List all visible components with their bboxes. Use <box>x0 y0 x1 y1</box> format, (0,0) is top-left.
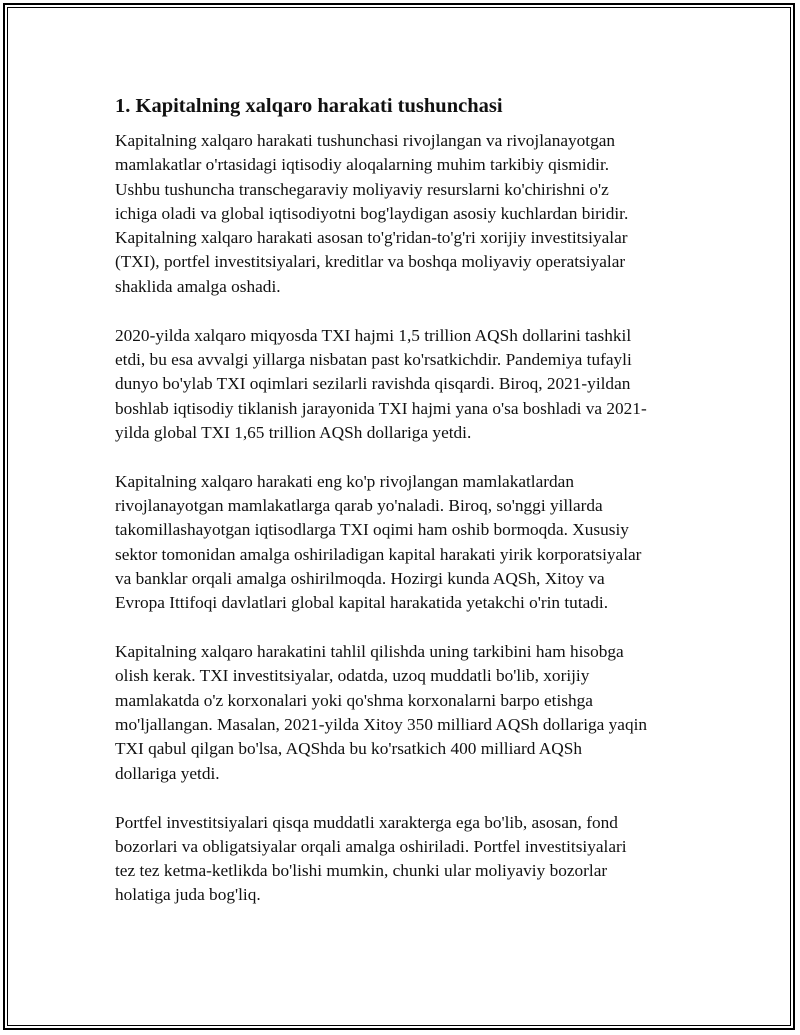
text-line: boshlab iqtisodiy tiklanish jarayonida TXI hajmi yana o'sa boshladi va 2021- <box>115 398 647 418</box>
text-line: Portfel investitsiyalari qisqa muddatli xarakterga ega bo'lib, asosan, fond <box>115 812 618 832</box>
text-line: Evropa Ittifoqi davlatlari global kapital harakatida yetakchi o'rin tutadi. <box>115 593 609 613</box>
text-line: va banklar orqali amalga oshirilmoqda. Hozirgi kunda AQSh, Xitoy va <box>115 568 605 588</box>
paragraph-4 <box>115 640 695 786</box>
text-line: bozorlari va obligatsiyalar orqali amalga oshiriladi. Portfel investitsiyalari <box>115 836 627 856</box>
text-line: yilda global TXI 1,65 trillion AQSh dollariga yetdi. <box>115 422 472 442</box>
document-body <box>115 93 695 932</box>
paragraph-2 <box>115 324 695 445</box>
text-line: sektor tomonidan amalga oshiriladigan kapital harakati yirik korporatsiyalar <box>115 544 642 564</box>
text-line: TXI qabul qilgan bo'lsa, AQShda bu ko'rsatkich 400 milliard AQSh <box>115 739 583 759</box>
section-heading: 1. Kapitalning xalqaro harakati tushunchasi <box>115 95 503 117</box>
text-line: holatiga juda bog'liq. <box>115 885 261 905</box>
text-line: Kapitalning xalqaro harakatini tahlil qilishda uning tarkibini ham hisobga <box>115 642 624 662</box>
text-line: mamlakatda o'z korxonalari yoki qo'shma korxonalarni barpo etishga <box>115 690 593 710</box>
text-line: takomillashayotgan iqtisodlarga TXI oqimi ham oshib bormoqda. Xususiy <box>115 520 629 540</box>
text-line: (TXI), portfel investitsiyalari, kreditlar va boshqa moliyaviy operatsiyalar <box>115 252 626 272</box>
text-line: olish kerak. TXI investitsiyalar, odatda, uzoq muddatli bo'lib, xorijiy <box>115 666 590 686</box>
text-line: Ushbu tushuncha transchegaraviy moliyaviy resurslarni ko'chirishni o'z <box>115 179 609 199</box>
text-line: etdi, bu esa avvalgi yillarga nisbatan past ko'rsatkichdir. Pandemiya tufayli <box>115 349 632 369</box>
text-line: Kapitalning xalqaro harakati tushunchasi rivojlangan va rivojlanayotgan <box>115 131 616 150</box>
text-line: Kapitalning xalqaro harakati asosan to'g'ridan-to'g'ri xorijiy investitsiyalar <box>115 228 628 248</box>
text-line: shaklida amalga oshadi. <box>115 276 281 296</box>
text-line: dunyo bo'ylab TXI oqimlari sezilarli ravishda qisqardi. Biroq, 2021-yildan <box>115 374 631 394</box>
text-line: mamlakatlar o'rtasidagi iqtisodiy aloqalarning muhim tarkibiy qismidir. <box>115 155 610 175</box>
text-line: tez tez ketma-ketlikda bo'lishi mumkin, chunki ular moliyaviy bozorlar <box>115 861 608 881</box>
paragraph-3 <box>115 470 695 616</box>
text-line: mo'ljallangan. Masalan, 2021-yilda Xitoy 350 milliard AQSh dollariga yaqin <box>115 715 648 735</box>
paragraph-1 <box>115 129 695 299</box>
text-line: ichiga oladi va global iqtisodiyotni bog'laydigan asosiy kuchlardan biridir. <box>115 203 629 223</box>
paragraph-5 <box>115 811 695 908</box>
text-line: Kapitalning xalqaro harakati eng ko'p rivojlangan mamlakatlardan <box>115 471 574 491</box>
text-line: rivojlanayotgan mamlakatlarga qarab yo'naladi. Biroq, so'nggi yillarda <box>115 496 603 516</box>
text-line: 2020-yilda xalqaro miqyosda TXI hajmi 1,5 trillion AQSh dollarini tashkil <box>115 325 632 345</box>
text-line: dollariga yetdi. <box>115 763 220 783</box>
